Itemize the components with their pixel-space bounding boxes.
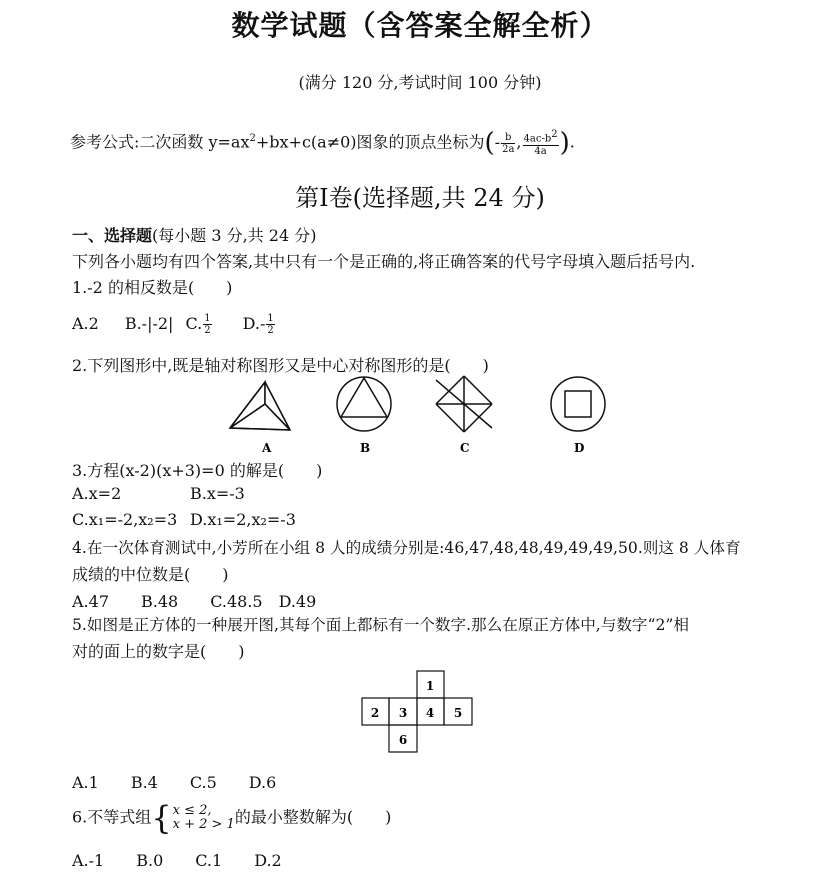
figure-d-label: D	[574, 441, 585, 455]
figure-c	[436, 376, 492, 432]
question-3-stem: 3.方程(x-2)(x+3)=0 的解是( )	[72, 461, 323, 480]
net-face-4: 4	[425, 706, 435, 720]
question-1-options: A.2 B.-|-2| C. $\frac{1}{2}$ D.- $\frac{1}{2}$	[72, 313, 274, 336]
exam-info: (满分 120 分,考试时间 100 分钟)	[298, 73, 542, 92]
question-5-stem-line1: 5.如图是正方体的一种展开图,其每个面上都标有一个数字.那么在原正方体中,与数字“2”相	[72, 616, 689, 634]
reference-formula: 参考公式:二次函数 $y=ax^2+bx+c(a\ne 0)$图象的顶点坐标为(- $\frac{b}{2a}$ , $\frac{4ac-b^2}{4a}$ ).	[70, 128, 575, 158]
page-title: 数学试题（含答案全解全析）	[231, 9, 609, 42]
symmetry-figures	[0, 370, 840, 460]
figure-a	[230, 382, 290, 430]
question-6-options: A.-1 B.0 C.1 D.2	[72, 851, 282, 870]
question-4-options: A.47 B.48 C.48.5 D.49	[72, 592, 317, 611]
question-1-stem: 1.-2 的相反数是( )	[72, 278, 233, 297]
figure-d	[551, 377, 605, 431]
part-heading: 一、选择题(每小题 3 分,共 24 分)	[72, 226, 317, 245]
figure-a-label: A	[262, 441, 272, 455]
net-face-3: 3	[398, 706, 408, 720]
question-5-stem-line2: 对的面上的数字是( )	[72, 642, 245, 661]
cube-net	[0, 668, 840, 760]
figure-c-label: C	[460, 441, 470, 455]
net-face-2: 2	[370, 706, 380, 720]
question-4-stem-line1: 4.在一次体育测试中,小芳所在小组 8 人的成绩分别是:46,47,48,48,49,49,49,50.则这 8 人体育	[72, 539, 741, 557]
figure-b-label: B	[360, 441, 371, 455]
question-3-option-b: B.x=-3	[190, 484, 245, 503]
fraction-b-2a: $\frac{b}{2a}$	[502, 131, 515, 155]
question-6-stem: 6.不等式组{ x ≤ 2, x + 2 > 1 的最小整数解为( )	[72, 799, 392, 837]
question-3-option-a: A.x=2	[72, 484, 122, 503]
question-3-option-d: D.x₁=2,x₂=-3	[190, 510, 296, 529]
question-5-options: A.1 B.4 C.5 D.6	[72, 773, 277, 792]
net-face-5: 5	[453, 706, 463, 720]
section-title: 第Ⅰ卷(选择题,共 24 分)	[295, 184, 545, 212]
question-4-stem-line2: 成绩的中位数是( )	[72, 565, 229, 584]
fraction-4ac-b2-4a: $\frac{4ac-b^2}{4a}$	[523, 129, 558, 157]
net-face-1: 1	[425, 679, 435, 693]
figure-b	[337, 377, 391, 431]
question-3-option-c: C.x₁=-2,x₂=3	[72, 510, 178, 529]
net-face-6: 6	[398, 733, 408, 747]
question-2-stem: 2.下列图形中,既是轴对称图形又是中心对称图形的是( )	[72, 356, 489, 375]
instructions: 下列各小题均有四个答案,其中只有一个是正确的,将正确答案的代号字母填入题后括号内.	[72, 252, 696, 271]
